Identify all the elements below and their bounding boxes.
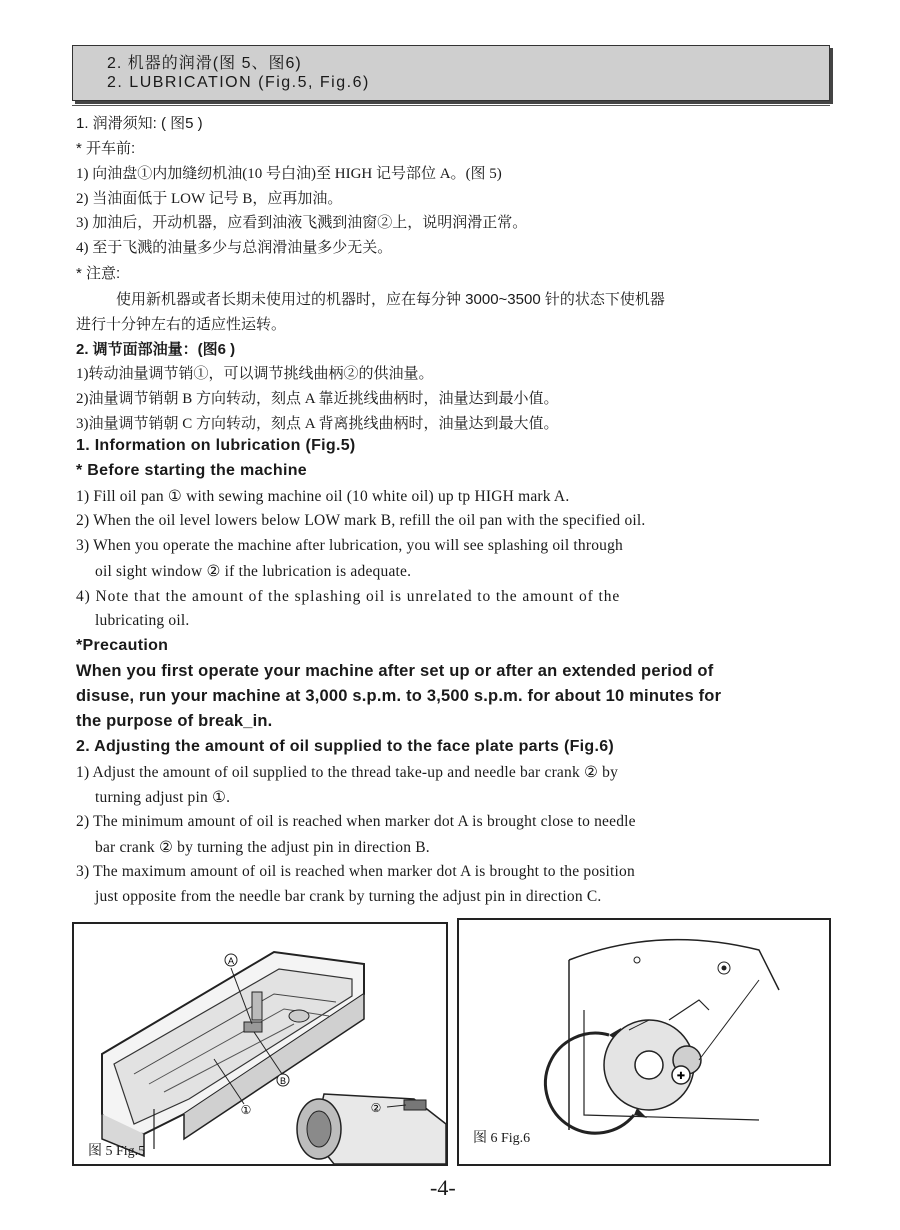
en-s2-item-1-line-1: 1) Adjust the amount of oil supplied to the thread take-up and needle bar crank ② by [76,764,619,781]
cn-s2-item-1: 1)转动油量调节销①，可以调节挑线曲柄②的供油量。 [76,366,434,382]
en-s2-item-3-line-1: 3) The maximum amount of oil is reached when marker dot A is brought to the position [76,863,635,880]
en-precaution-line-3: the purpose of break_in. [76,712,273,730]
cn-item-1: 1) 向油盘①内加缝纫机油(10 号白油)至 HIGH 记号部位 A。(图 5) [76,166,502,182]
section-title-en: 2. LUBRICATION (Fig.5, Fig.6) [107,74,370,91]
fig5-label-one: ① [240,1103,252,1117]
en-s2-item-2-line-2: bar crank ② by turning the adjust pin in direction B. [95,839,430,856]
en-precaution-line-1: When you first operate your machine after set up or after an extended period of [76,662,714,680]
page-number: -4- [430,1175,456,1200]
fig5-label-two: ② [370,1101,382,1115]
figure-5-oil-pan [72,922,448,1166]
fig5-label-b: B [279,1076,287,1086]
cn-note-line-1: 使用新机器或者长期未使用过的机器时，应在每分钟 3000~3500 针的状态下使机器 [116,291,665,308]
en-item-4-line-2: lubricating oil. [95,612,190,629]
cn-s2-item-2: 2)油量调节销朝 B 方向转动，刻点 A 靠近挑线曲柄时，油量达到最小值。 [76,391,559,407]
en-s2-item-3-line-2: just opposite from the needle bar crank by turning the adjust pin in direction C. [95,888,602,905]
en-section1-heading: 1. Information on lubrication (Fig.5) [76,437,356,454]
cn-item-2: 2) 当油面低于 LOW 记号 B，应再加油。 [76,191,343,207]
svg-text:✚: ✚ [676,1071,686,1082]
en-precaution-label: *Precaution [76,637,169,654]
cn-section1-heading: 1. 润滑须知: ( 图5 ) [76,115,203,132]
cn-note-label: * 注意: [76,265,121,282]
en-item-1: 1) Fill oil pan ① with sewing machine oil (10 white oil) up tp HIGH mark A. [76,488,570,505]
en-s2-item-1-line-2: turning adjust pin ①. [95,789,231,806]
en-item-3-line-1: 3) When you operate the machine after lubrication, you will see splashing oil through [76,537,624,554]
cn-note-line-2: 进行十分钟左右的适应性运转。 [76,316,287,333]
cn-s2-item-3: 3)油量调节销朝 C 方向转动，刻点 A 背离挑线曲柄时，油量达到最大值。 [76,416,559,432]
en-item-4-line-1: 4) Note that the amount of the splashing oil is unrelated to the amount of the [76,588,621,605]
en-item-3-line-2: oil sight window ② if the lubrication is adequate. [95,563,412,580]
en-s2-item-2-line-1: 2) The minimum amount of oil is reached when marker dot A is brought close to needle [76,813,636,830]
en-before-start: * Before starting the machine [76,462,307,479]
oil-pan-illustration [74,924,446,1164]
cn-item-4: 4) 至于飞溅的油量多少与总润滑油量多少无关。 [76,240,393,256]
header-divider [72,105,830,106]
section-header [72,45,830,101]
cn-item-3: 3) 加油后，开动机器，应看到油液飞溅到油窗②上，说明润滑正常。 [76,215,528,231]
figure-6-face-plate [457,918,831,1166]
figure-5-caption: 图 5 Fig.5 [88,1144,146,1159]
en-precaution-line-2: disuse, run your machine at 3,000 s.p.m. to 3,500 s.p.m. for about 10 minutes for [76,687,722,705]
en-item-2: 2) When the oil level lowers below LOW mark B, refill the oil pan with the specified oil. [76,512,646,529]
fig5-label-a: A [227,956,235,966]
cn-section2-heading: 2. 调节面部油量：(图6 ) [76,341,236,358]
section-title-cn: 2. 机器的润滑(图 5、图6) [107,55,302,72]
figure-6-caption: 图 6 Fig.6 [473,1131,531,1146]
cn-before-start: * 开车前: [76,140,136,157]
en-section2-heading: 2. Adjusting the amount of oil supplied to the face plate parts (Fig.6) [76,738,615,755]
